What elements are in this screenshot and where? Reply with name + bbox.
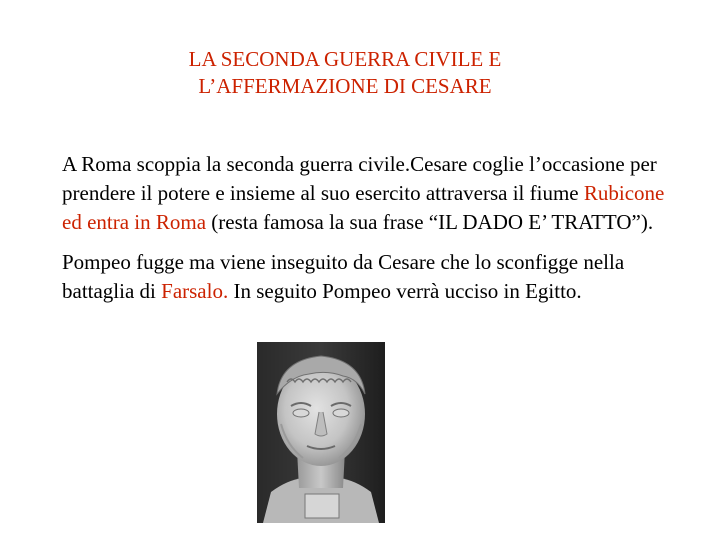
- paragraph-2-text-end: In seguito Pompeo verrà ucciso in Egitto.: [228, 279, 582, 303]
- paragraph-civil-war: [62, 150, 682, 237]
- slide-body: [62, 150, 682, 306]
- paragraph-pompeo: [62, 248, 682, 306]
- pompey-bust-image: [257, 342, 385, 523]
- slide-title: [0, 46, 690, 100]
- title-line-1: LA SECONDA GUERRA CIVILE E: [188, 47, 502, 71]
- title-line-2: L’AFFERMAZIONE DI CESARE: [198, 74, 492, 98]
- farsalo-highlight: Farsalo.: [161, 279, 229, 303]
- paragraph-2-text-start: Pompeo fugge ma viene inseguito da Cesare che lo sconfigge nella battaglia di: [62, 250, 625, 303]
- paragraph-1-text-start: A Roma scoppia la seconda guerra civile.Cesare coglie l’occasione per prendere il potere e insieme al suo esercito attraversa il fiume: [62, 152, 657, 205]
- bust-illustration: [257, 342, 385, 523]
- paragraph-1-text-end: (resta famosa la sua frase “IL DADO E’ TRATTO”).: [206, 210, 654, 234]
- rubicone-highlight: Rubicone ed entra in Roma: [62, 181, 665, 234]
